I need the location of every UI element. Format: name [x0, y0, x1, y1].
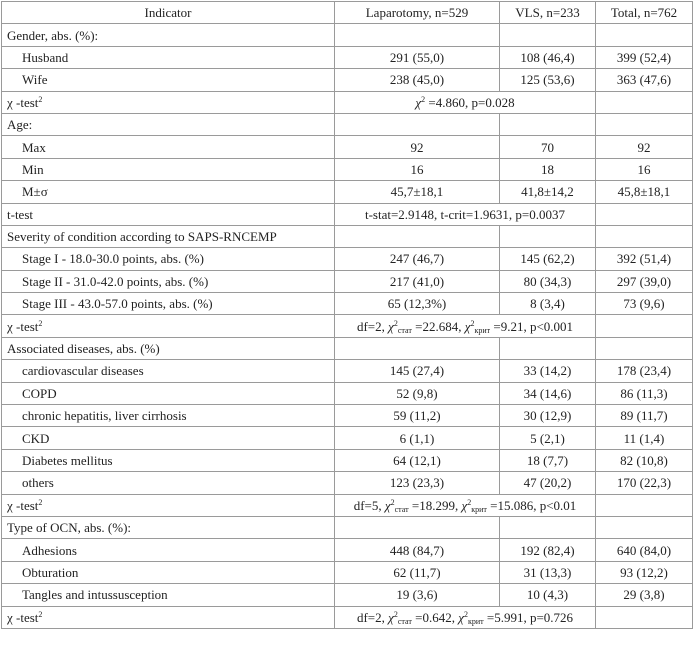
cell-vls: 70 [500, 136, 596, 158]
section-row-gender [2, 24, 693, 46]
section-row-diseases [2, 337, 693, 359]
cell-vls: 33 (14,2) [500, 360, 596, 382]
row-label: Adhesions [2, 539, 335, 561]
cell-vls: 10 (4,3) [500, 584, 596, 606]
cell-laparotomy: 52 (9,8) [335, 382, 500, 404]
cell-laparotomy: 92 [335, 136, 500, 158]
row-label: Obturation [2, 561, 335, 583]
table-row [2, 449, 693, 471]
cell-total: 170 (22,3) [596, 472, 693, 494]
cell-total: 93 (12,2) [596, 561, 693, 583]
stat-value: df=2, $\chi^2_{стат} =0.642$, $\chi^2_{крит} =5.991$, p=0.726 [335, 606, 596, 628]
cell-laparotomy: 65 (12,3%) [335, 293, 500, 315]
row-label: COPD [2, 382, 335, 404]
cell-laparotomy: 217 (41,0) [335, 270, 500, 292]
section-title: Severity of condition according to SAPS-RNCEMP [2, 225, 335, 247]
table-row [2, 382, 693, 404]
chi-test-label: χ -test$^2$ [2, 315, 335, 337]
cell-laparotomy: 6 (1,1) [335, 427, 500, 449]
row-label: Stage II - 31.0-42.0 points, abs. (%) [2, 270, 335, 292]
section-title: Type of OCN, abs. (%): [2, 516, 335, 538]
cell-vls: 80 (34,3) [500, 270, 596, 292]
stat-value: t-stat=2.9148, t-crit=1.9631, p=0.0037 [335, 203, 596, 225]
cell-laparotomy: 19 (3,6) [335, 584, 500, 606]
cell-vls: 125 (53,6) [500, 69, 596, 91]
cell-laparotomy: 247 (46,7) [335, 248, 500, 270]
cell-total: 363 (47,6) [596, 69, 693, 91]
stat-row-age [2, 203, 693, 225]
row-label: Husband [2, 46, 335, 68]
cell-laparotomy: 45,7±18,1 [335, 181, 500, 203]
table-row [2, 539, 693, 561]
section-row-ocn [2, 516, 693, 538]
section-title: Age: [2, 113, 335, 135]
cell-total: 89 (11,7) [596, 405, 693, 427]
row-label: Max [2, 136, 335, 158]
table-row [2, 584, 693, 606]
cell-laparotomy: 64 (12,1) [335, 449, 500, 471]
row-label: Stage III - 43.0-57.0 points, abs. (%) [2, 293, 335, 315]
cell-vls: 41,8±14,2 [500, 181, 596, 203]
table-row [2, 270, 693, 292]
cell-laparotomy: 238 (45,0) [335, 69, 500, 91]
cell-laparotomy: 291 (55,0) [335, 46, 500, 68]
row-label: chronic hepatitis, liver cirrhosis [2, 405, 335, 427]
cell-vls: 18 [500, 158, 596, 180]
cell-vls: 5 (2,1) [500, 427, 596, 449]
table-row [2, 293, 693, 315]
cell-laparotomy: 145 (27,4) [335, 360, 500, 382]
stat-value: $\chi^2 =4.860$, p=0.028 [335, 91, 596, 113]
stat-value: df=5, $\chi^2_{стат} =18.299$, $\chi^2_{крит} =15.086$, p<0.01 [335, 494, 596, 516]
cell-vls: 145 (62,2) [500, 248, 596, 270]
header-vls: VLS, n=233 [500, 2, 596, 24]
section-row-severity [2, 225, 693, 247]
cell-vls: 34 (14,6) [500, 382, 596, 404]
header-indicator: Indicator [2, 2, 335, 24]
row-label: Stage I - 18.0-30.0 points, abs. (%) [2, 248, 335, 270]
row-label: CKD [2, 427, 335, 449]
cell-vls: 31 (13,3) [500, 561, 596, 583]
cell-laparotomy: 448 (84,7) [335, 539, 500, 561]
table-row [2, 158, 693, 180]
table-row [2, 136, 693, 158]
stat-row-diseases [2, 494, 693, 516]
chi-test-label: χ -test$^2$ [2, 91, 335, 113]
header-laparotomy: Laparotomy, n=529 [335, 2, 500, 24]
section-title: Associated diseases, abs. (%) [2, 337, 335, 359]
cell-vls: 18 (7,7) [500, 449, 596, 471]
cell-vls: 30 (12,9) [500, 405, 596, 427]
row-label: cardiovascular diseases [2, 360, 335, 382]
statistics-table [1, 1, 693, 629]
stat-row-ocn [2, 606, 693, 628]
cell-laparotomy: 16 [335, 158, 500, 180]
row-label: Wife [2, 69, 335, 91]
cell-total: 16 [596, 158, 693, 180]
cell-total: 45,8±18,1 [596, 181, 693, 203]
cell-laparotomy: 123 (23,3) [335, 472, 500, 494]
table-row [2, 561, 693, 583]
cell-total: 297 (39,0) [596, 270, 693, 292]
table-row [2, 405, 693, 427]
cell-total: 11 (1,4) [596, 427, 693, 449]
table-row [2, 360, 693, 382]
stat-row-gender [2, 91, 693, 113]
section-row-age [2, 113, 693, 135]
table-header-row [2, 2, 693, 24]
cell-total: 92 [596, 136, 693, 158]
cell-total: 178 (23,4) [596, 360, 693, 382]
cell-total: 399 (52,4) [596, 46, 693, 68]
cell-vls: 47 (20,2) [500, 472, 596, 494]
cell-laparotomy: 59 (11,2) [335, 405, 500, 427]
chi-test-label: χ -test$^2$ [2, 494, 335, 516]
cell-vls: 192 (82,4) [500, 539, 596, 561]
cell-total: 86 (11,3) [596, 382, 693, 404]
table-row [2, 46, 693, 68]
header-total: Total, n=762 [596, 2, 693, 24]
table-row [2, 248, 693, 270]
table-row [2, 472, 693, 494]
cell-total: 392 (51,4) [596, 248, 693, 270]
cell-total: 640 (84,0) [596, 539, 693, 561]
table-row [2, 69, 693, 91]
cell-total: 73 (9,6) [596, 293, 693, 315]
row-label: Tangles and intussusception [2, 584, 335, 606]
stat-row-severity [2, 315, 693, 337]
row-label: others [2, 472, 335, 494]
row-label: Min [2, 158, 335, 180]
section-title: Gender, abs. (%): [2, 24, 335, 46]
table-row [2, 427, 693, 449]
t-test-label: t-test [2, 203, 335, 225]
cell-laparotomy: 62 (11,7) [335, 561, 500, 583]
row-label: Diabetes mellitus [2, 449, 335, 471]
cell-total: 82 (10,8) [596, 449, 693, 471]
stat-value: df=2, $\chi^2_{стат} =22.684$, $\chi^2_{крит} =9.21$, p<0.001 [335, 315, 596, 337]
chi-test-label: χ -test$^2$ [2, 606, 335, 628]
cell-vls: 108 (46,4) [500, 46, 596, 68]
table-row [2, 181, 693, 203]
cell-vls: 8 (3,4) [500, 293, 596, 315]
row-label: M±σ [2, 181, 335, 203]
cell-total: 29 (3,8) [596, 584, 693, 606]
